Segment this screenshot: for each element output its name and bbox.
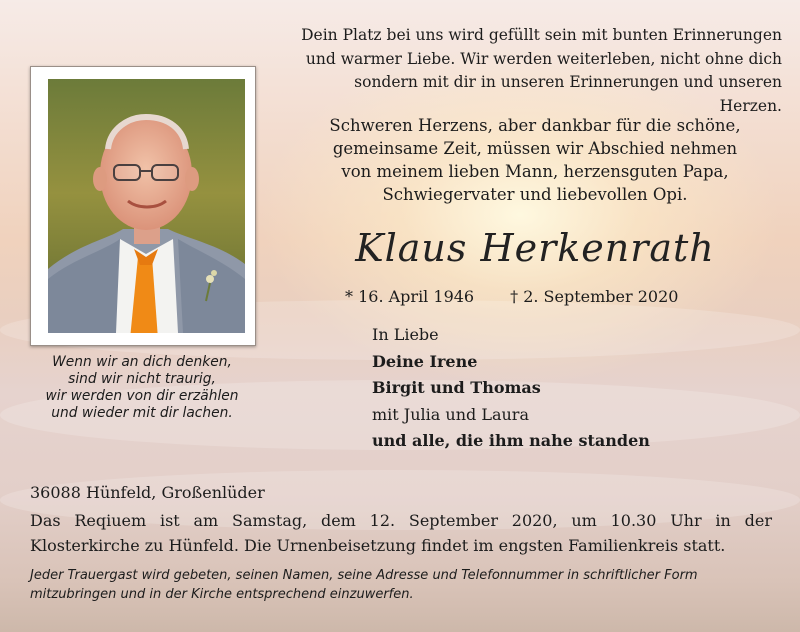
in-love-line: In Liebe xyxy=(372,325,439,344)
verse-line: sondern mit dir in unseren Erinnerungen und unseren Herzen. xyxy=(354,73,782,115)
intro-line: Schweren Herzens, aber dankbar für die schöne, xyxy=(329,116,741,135)
family-signature xyxy=(372,322,792,455)
service-info: Das Reqiuem ist am Samstag, dem 12. September 2020, um 10.30 Uhr in der Klosterkirche zu Hünfeld. Die Urnenbeisetzung findet im engsten Familienkreis statt. xyxy=(30,511,772,555)
address-line: 36088 Hünfeld, Großenlüder xyxy=(30,483,265,502)
guest-note: Jeder Trauergast wird gebeten, seinen Namen, seine Adresse und Telefonnummer in schriftlicher Form mitzubringen und in der Kirche entsprechend einzuwerfen. xyxy=(30,568,698,602)
quote-line: wir werden von dir erzählen xyxy=(45,388,239,404)
children-names: Birgit und Thomas xyxy=(372,378,541,397)
intro-line: von meinem lieben Mann, herzensguten Papa, xyxy=(341,162,729,181)
memorial-quote xyxy=(22,354,262,422)
intro-text xyxy=(310,114,760,206)
life-dates xyxy=(345,287,765,306)
portrait-frame xyxy=(30,66,256,346)
grandchildren-names: mit Julia und Laura xyxy=(372,404,529,424)
verse-line: und warmer Liebe. Wir werden weiterleben, nicht ohne dich xyxy=(305,49,782,68)
deceased-name: Klaus Herkenrath xyxy=(355,226,715,270)
wife-name: Deine Irene xyxy=(372,351,478,371)
intro-line: gemeinsame Zeit, müssen wir Abschied nehmen xyxy=(332,139,738,158)
quote-line: und wieder mit dir lachen. xyxy=(51,405,233,421)
birth-date: * 16. April 1946 xyxy=(345,287,475,306)
portrait-image xyxy=(48,79,245,333)
portrait-photo xyxy=(48,79,245,333)
quote-line: Wenn wir an dich denken, xyxy=(52,354,232,370)
quote-line: sind wir nicht traurig, xyxy=(68,371,216,387)
verse-line: Dein Platz bei uns wird gefüllt sein mit bunten Erinnerungen xyxy=(301,26,782,44)
death-date: † 2. September 2020 xyxy=(510,287,679,306)
intro-line: Schwiegervater und liebevollen Opi. xyxy=(382,185,688,204)
top-verse xyxy=(292,24,782,118)
others-line: und alle, die ihm nahe standen xyxy=(372,431,650,450)
